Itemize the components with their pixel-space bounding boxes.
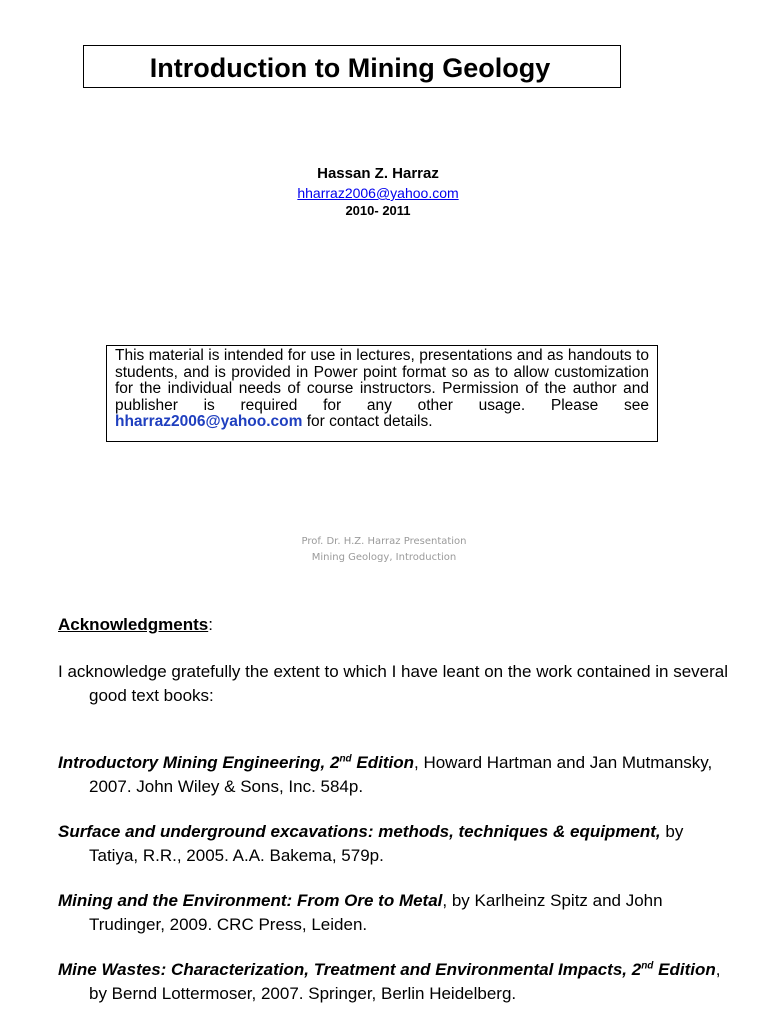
acknowledgments-heading-text: Acknowledgments [58, 615, 209, 634]
book-entry-1 [58, 751, 729, 798]
usage-notice [106, 345, 658, 442]
book-entry-4 [58, 958, 729, 1005]
book-title: Surface and underground excavations: methods, techniques & equipment, [58, 822, 661, 841]
author-block [228, 164, 528, 220]
book-title-sup: nd [339, 753, 352, 765]
book-title: Mine Wastes: Characterization, Treatment and Environmental Impacts, 2 [58, 960, 642, 979]
book-entry-3 [58, 889, 729, 936]
book-title: Mining and the Environment: From Ore to Metal [58, 891, 443, 910]
notice-email-link[interactable]: hharraz2006@yahoo.com [115, 413, 303, 430]
author-email-link[interactable]: hharraz2006@yahoo.com [297, 185, 459, 201]
book-title-end: Edition [653, 960, 716, 979]
acknowledgments-colon: : [208, 615, 213, 634]
book-details: , by Karlheinz Spitz and John Trudinger, 2009. CRC Press, Leiden. [89, 891, 663, 934]
acknowledgments-intro: I acknowledge gratefully the extent to which I have leant on the work contained in several good text books: [58, 662, 729, 705]
book-title-end: Edition [351, 753, 414, 772]
notice-text-end: for contact details. [302, 413, 433, 430]
acknowledgments-heading [58, 614, 213, 636]
author-name: Hassan Z. Harraz [317, 165, 439, 182]
author-year: 2010- 2011 [345, 203, 411, 218]
book-details: by Tatiya, R.R., 2005. A.A. Bakema, 579p. [89, 822, 684, 865]
book-details: , Howard Hartman and Jan Mutmansky, 2007. John Wiley & Sons, Inc. 584p. [89, 753, 713, 796]
book-title: Introductory Mining Engineering, 2 [58, 753, 340, 772]
presentation-footer [234, 534, 534, 566]
title-box [83, 45, 621, 88]
document-title: Introduction to Mining Geology [149, 53, 551, 83]
notice-text: This material is intended for use in lectures, presentations and as handouts to students, and is provided in Power point format so as to allow customization for the individual needs of course instructors. Permission of the author and publisher is required for any other usage. Please see [115, 347, 649, 414]
book-title-sup: nd [641, 960, 654, 972]
book-entry-2 [58, 820, 729, 867]
book-details: , by Bernd Lottermoser, 2007. Springer, Berlin Heidelberg. [89, 960, 721, 1003]
footer-line-2: Mining Geology, Introduction [311, 552, 457, 563]
footer-line-1: Prof. Dr. H.Z. Harraz Presentation [301, 536, 467, 547]
